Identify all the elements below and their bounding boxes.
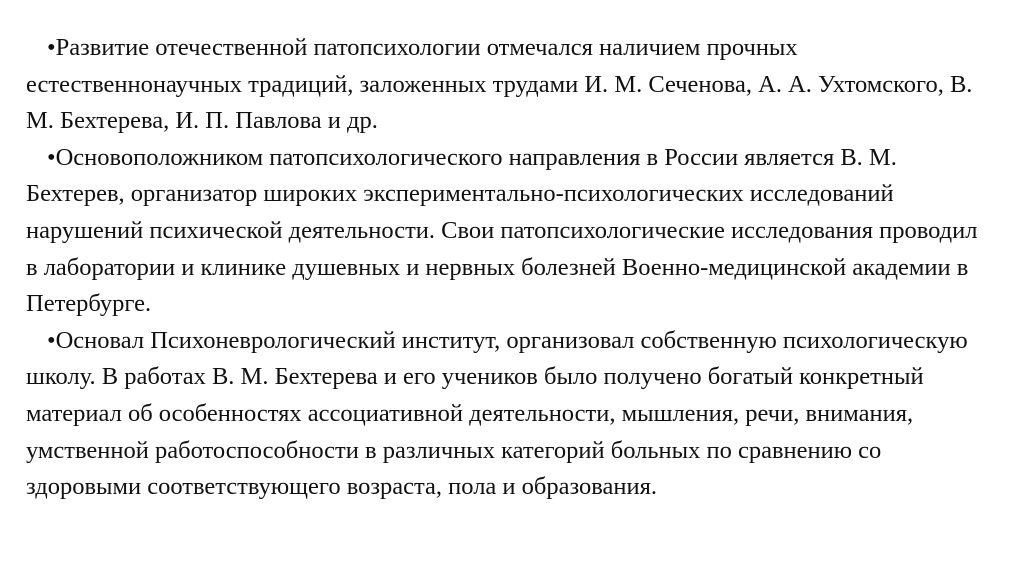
paragraph-text: Основоположником патопсихологического направления в России является В. М. Бехтерев, организатор широких экспериментально-психологических исследований нарушений психической деятельности. Свои патопсихологические исследования проводил в лаборатории и клинике душевных и нервных болезней Военно-медицинской академии в Петербурге. <box>26 143 978 318</box>
bullet-symbol: • <box>47 143 56 171</box>
paragraph-text: Развитие отечественной патопсихологии отмечался наличием прочных естественнонаучных традиций, заложенных трудами И. М. Сеченова, А. А. Ухтомского, В. М. Бехтерева, И. П. Павлова и др. <box>26 34 973 135</box>
bullet-symbol: • <box>47 34 56 61</box>
bullet-symbol: • <box>47 326 56 354</box>
bullet-paragraph-1 <box>26 30 986 140</box>
slide-body <box>26 30 986 506</box>
paragraph-text: Основал Психоневрологический институт, организовал собственную психологическую школу. В работах В. М. Бехтерева и его учеников было получено богатый конкретный материал об особенностях ассоциативной деятельности, мышления, речи, внимания, умственной работоспособности в различных категорий больных по сравнению со здоровыми соответствующего возраста, пола и образования. <box>26 326 968 501</box>
bullet-paragraph-2 <box>26 140 986 323</box>
bullet-paragraph-3 <box>26 323 986 506</box>
